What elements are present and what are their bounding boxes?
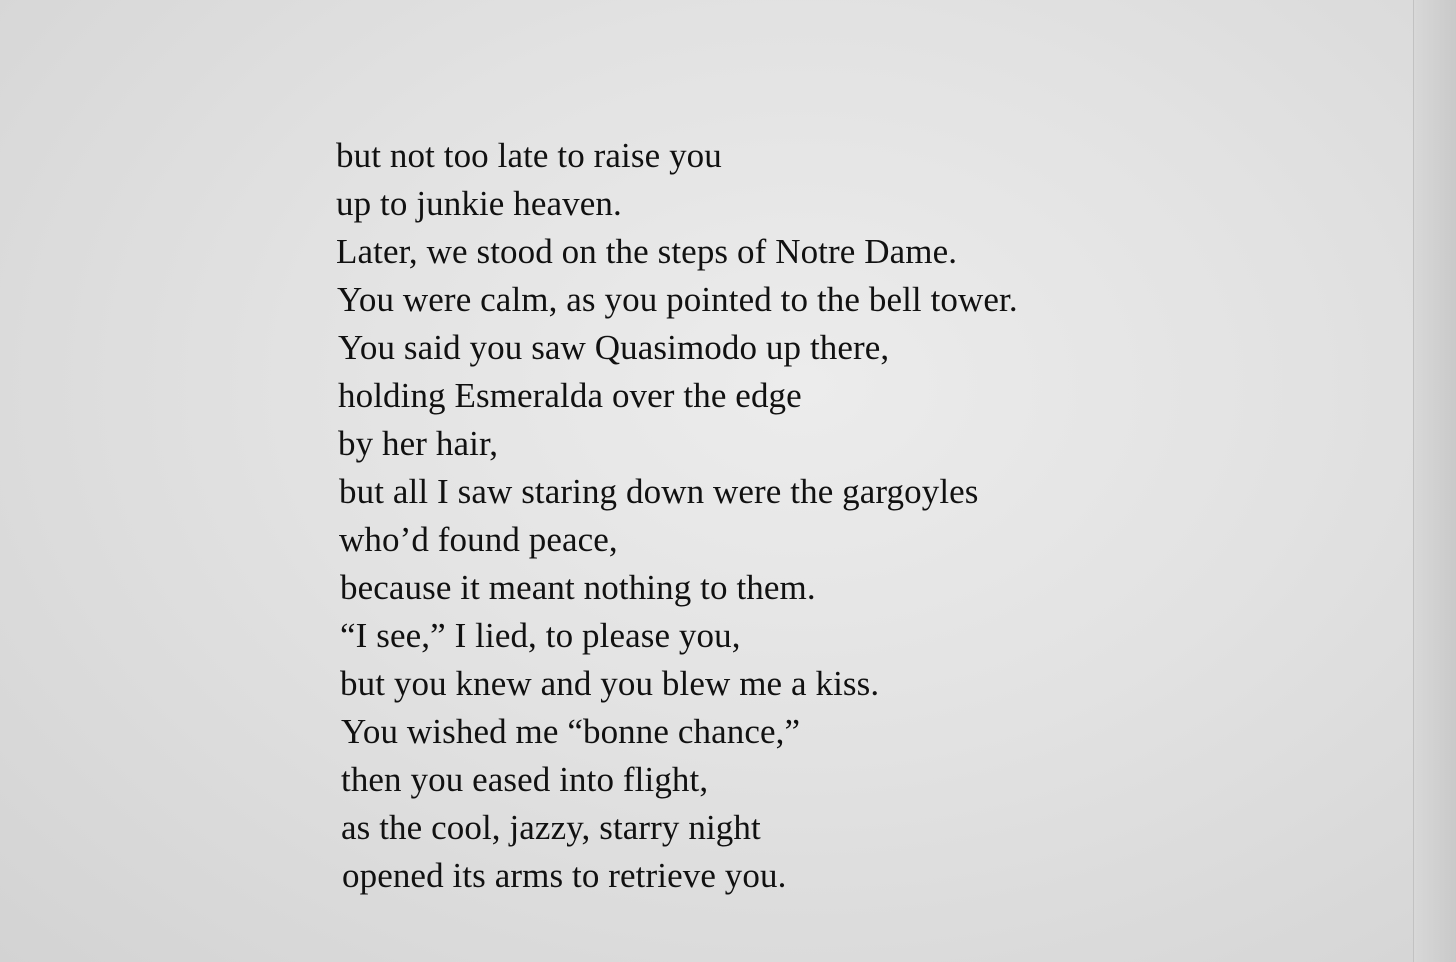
poem-line: opened its arms to retrieve you. (342, 856, 787, 895)
poem-line: but you knew and you blew me a kiss. (340, 664, 880, 703)
poem-line: You wished me “bonne chance,” (341, 712, 801, 751)
poem-line: You were calm, as you pointed to the bell tower. (337, 280, 1018, 319)
poem-line: up to junkie heaven. (336, 184, 622, 223)
poem-line: Later, we stood on the steps of Notre Dame. (336, 232, 958, 271)
poem-line: who’d found peace, (339, 520, 618, 559)
poem-line: as the cool, jazzy, starry night (341, 808, 761, 847)
poem-line: but all I saw staring down were the gargoyles (339, 472, 979, 511)
poem-line: by her hair, (338, 424, 499, 463)
poem-line: then you eased into flight, (341, 760, 709, 799)
poem-line: holding Esmeralda over the edge (338, 376, 802, 415)
page-edge (1413, 0, 1456, 962)
poem-line: “I see,” I lied, to please you, (340, 616, 741, 655)
poem-text (336, 132, 1196, 900)
poem-line: You said you saw Quasimodo up there, (338, 328, 890, 367)
poem-line: because it meant nothing to them. (340, 568, 816, 607)
poem-line: but not too late to raise you (336, 136, 722, 175)
